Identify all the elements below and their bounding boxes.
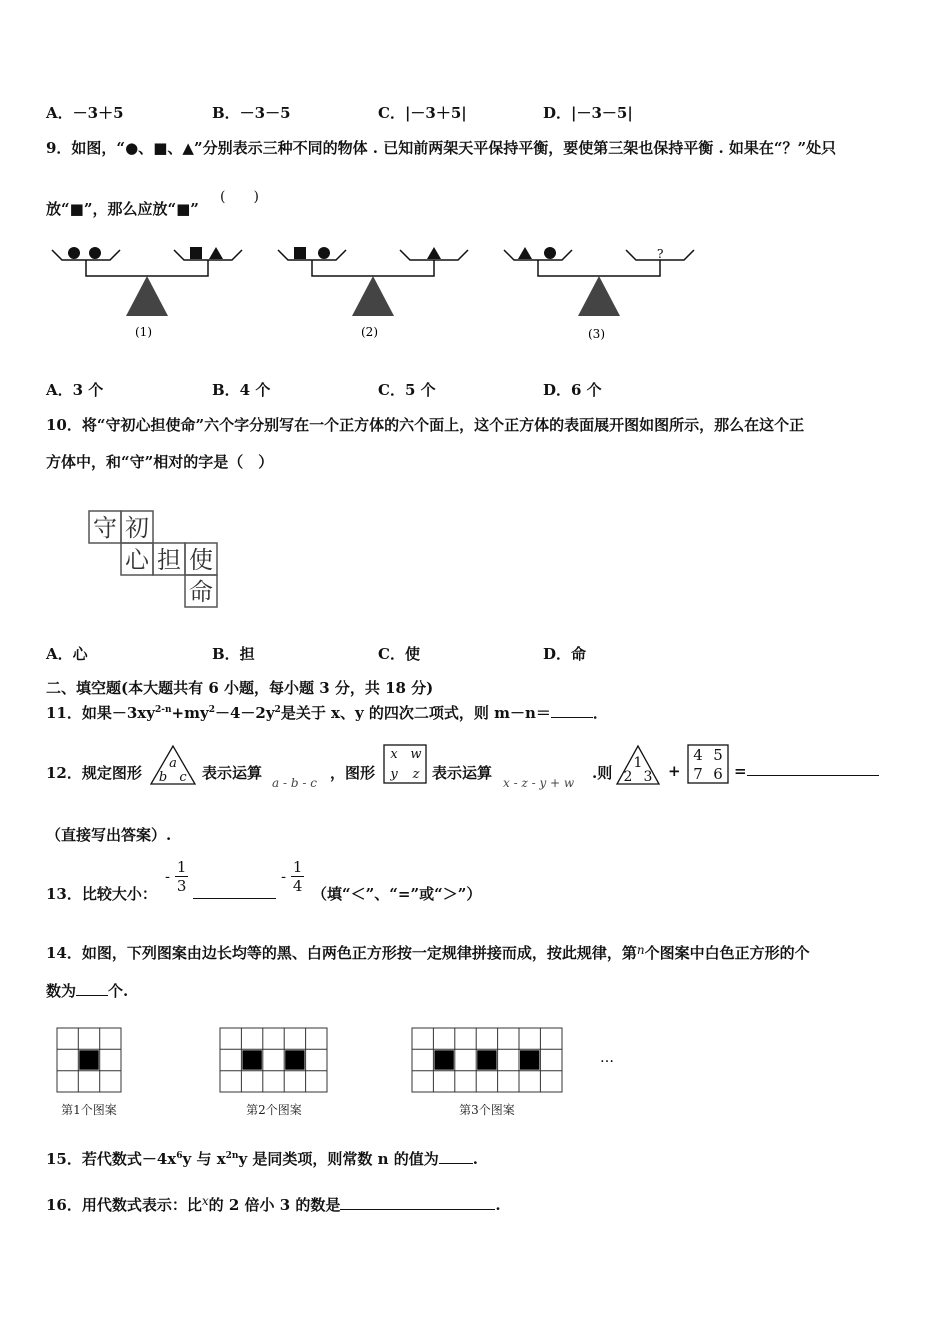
black-tile: [242, 1050, 261, 1069]
svg-text:z: z: [412, 767, 420, 782]
square-icon: [190, 247, 202, 259]
svg-text:c: c: [179, 770, 187, 785]
section-2-heading: 二、填空题(本大题共有 6 小题，每小题 3 分，共 18 分): [46, 679, 434, 697]
q12-note: （直接写出答案）.: [46, 826, 172, 844]
q9-option-b: B．4 个: [212, 381, 271, 399]
q8-option-c: C．|－3＋5|: [378, 104, 467, 122]
square-icon: [294, 247, 306, 259]
q13-suffix: （填“＜”、“=”或“＞”）: [312, 885, 482, 903]
q10-option-c: C．使: [378, 645, 420, 663]
square-operation-figure: [382, 743, 428, 785]
net-char-shou: 守: [93, 514, 117, 542]
q9-option-d: D．6 个: [543, 381, 602, 399]
q8-option-d: D．|－3－5|: [543, 104, 633, 122]
circle-icon: [318, 247, 330, 259]
net-char-dan: 担: [157, 546, 181, 574]
svg-text:x: x: [390, 747, 398, 762]
svg-text:1: 1: [633, 755, 643, 771]
q10-line1: 10．将“守初心担使命”六个字分别写在一个正方体的六个面上，这个正方体的表面展开图如图所示，那么在这个正: [46, 416, 805, 434]
q12-mid1: 表示运算: [202, 764, 263, 782]
black-tile: [79, 1050, 98, 1069]
balance-scales-figure: [40, 236, 720, 346]
triangle-icon: [427, 247, 441, 259]
q12-mid4: .则: [592, 764, 613, 782]
square-icon: ■: [153, 139, 168, 157]
q9-option-c: C．5 个: [378, 381, 436, 399]
caption-1: 第1个图案: [61, 1103, 117, 1117]
fulcrum-1: [126, 276, 168, 316]
svg-text:w: w: [410, 747, 422, 762]
circle-icon: ●: [125, 139, 139, 157]
black-tile: [285, 1050, 304, 1069]
circle-icon: [544, 247, 556, 259]
triangle-icon: [518, 247, 532, 259]
q9-option-a: A．3 个: [46, 381, 104, 399]
q12-op1: a - b - c: [272, 776, 317, 790]
triangle-icon: [209, 247, 223, 259]
net-char-xin: 心: [125, 546, 149, 574]
q10-line2: 方体中，和“守”相对的字是（ ）: [46, 453, 274, 471]
q12-eq: =: [734, 762, 879, 780]
black-tile: [434, 1050, 453, 1069]
q10-option-a: A．心: [46, 645, 88, 663]
q9-line1: 9．如图，“●、■、▲”分别表示三种不同的物体 . 已知前两架天平保持平衡，要使第三架也保持平衡 . 如果在“？”处只: [46, 139, 837, 157]
triangle-operation-figure: [149, 744, 199, 786]
fraction-1: - $\frac{1}{3}$: [165, 858, 187, 895]
scale-label-3: (3): [588, 327, 605, 341]
svg-text:3: 3: [643, 769, 653, 785]
answer-blank: [340, 1209, 495, 1210]
tile-patterns-figure: [50, 1022, 650, 1122]
svg-text:6: 6: [713, 765, 723, 783]
q9-line2: 放“■”，那么应放“■”: [46, 200, 199, 218]
q12-mid3: 表示运算: [432, 764, 493, 782]
answer-blank: [747, 775, 879, 776]
scale-label-2: (2): [361, 325, 378, 339]
q12-op2: x - z - y + w: [503, 776, 575, 790]
q15-text: 15．若代数式$-4x^6y$ 与 $x^{2n}y$ 是同类项，则常数 n 的值为 .: [46, 1150, 478, 1168]
circle-icon: [68, 247, 80, 259]
svg-text:4: 4: [693, 746, 703, 764]
fraction-2: - $\frac{1}{4}$: [281, 858, 303, 895]
q9-answer-paren: ( ): [220, 189, 259, 205]
q8-option-b: B．－3－5: [212, 104, 291, 122]
question-mark: ?: [657, 247, 664, 261]
black-tile: [520, 1050, 539, 1069]
q13-prefix: 13．比较大小：: [46, 885, 157, 903]
square-number-figure: [686, 743, 732, 785]
svg-text:b: b: [158, 770, 168, 785]
net-char-ming: 命: [189, 578, 213, 606]
q10-option-b: B．担: [212, 645, 255, 663]
scale-label-1: (1): [135, 325, 152, 339]
triangle-number-figure: [615, 744, 663, 786]
svg-text:a: a: [169, 756, 177, 771]
answer-blank: [551, 717, 593, 718]
fulcrum-3: [578, 276, 620, 316]
svg-text:5: 5: [713, 746, 723, 764]
caption-3: 第3个图案: [459, 1103, 515, 1117]
q14-line2: 数为 个.: [46, 982, 129, 1000]
svg-text:7: 7: [693, 765, 703, 783]
circle-icon: [89, 247, 101, 259]
cube-net-figure: [86, 508, 226, 612]
triangle-icon: ▲: [182, 139, 194, 157]
q12-mid2: ，图形: [330, 764, 376, 782]
q14-line1: 14．如图，下列图案由边长均等的黑、白两色正方形按一定规律拼接而成，按此规律，第$^n$个图案中白色正方形的个: [46, 943, 810, 962]
answer-blank: [76, 995, 108, 996]
net-char-shi: 使: [189, 546, 213, 574]
answer-blank: [439, 1163, 473, 1164]
net-char-chu: 初: [125, 514, 149, 542]
q12-plus: +: [668, 762, 681, 780]
q8-option-a: A．－3＋5: [46, 104, 124, 122]
black-tile: [477, 1050, 496, 1069]
svg-text:2: 2: [623, 769, 633, 785]
svg-text:y: y: [390, 767, 398, 782]
q16-text: 16．用代数式表示：比$^x$的 2 倍小 3 的数是 .: [46, 1194, 501, 1214]
q11-text: 11．如果$-3xy^{2-n}+my^2-4-2y^2$是关于 x、y 的四次二项式，则 m－n＝ ．: [46, 704, 608, 722]
caption-2: 第2个图案: [246, 1103, 302, 1117]
square-icon: ■: [69, 200, 84, 218]
ellipsis: …: [600, 1050, 614, 1066]
square-icon: ■: [176, 200, 191, 218]
fulcrum-2: [352, 276, 394, 316]
q12-prefix: 12．规定图形: [46, 764, 142, 782]
answer-blank: [193, 898, 276, 899]
q10-option-d: D．命: [543, 645, 587, 663]
